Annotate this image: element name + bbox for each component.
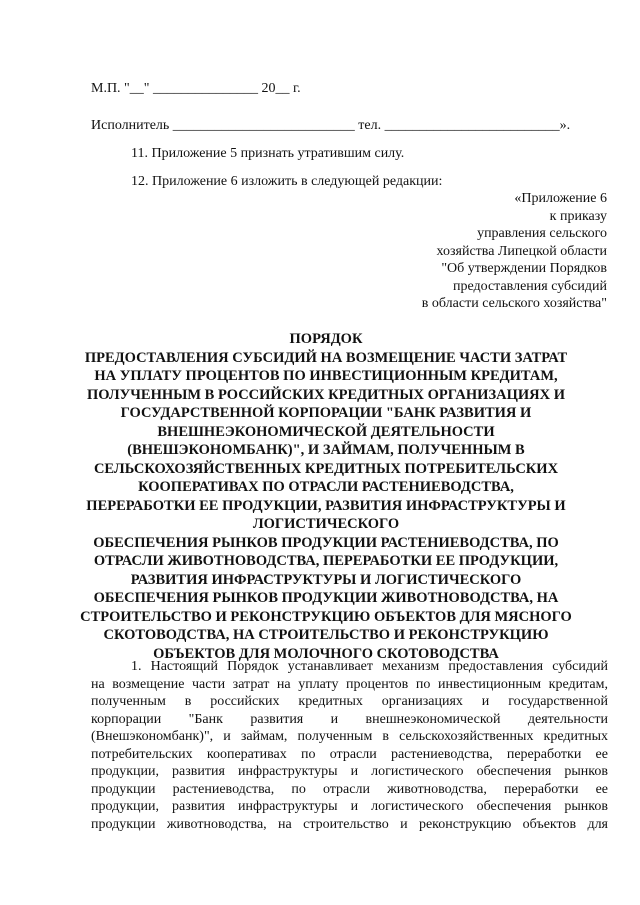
appendix-line: в области сельского хозяйства" bbox=[421, 296, 607, 311]
body-line: полученным в российских кредитных организациях и государственной bbox=[91, 694, 608, 709]
body-line: продукции растениеводства, по отрасли животноводства, переработки ее bbox=[91, 781, 608, 797]
body-line: (Внешэкономбанк)", и займам, полученным в сельскохозяйственных кредитных bbox=[91, 729, 608, 744]
title-line: ПОРЯДОК bbox=[289, 331, 363, 347]
title-line: ОБЪЕКТОВ ДЛЯ МОЛОЧНОГО СКОТОВОДСТВА bbox=[153, 645, 499, 662]
body-line: на возмещение части затрат на уплату процентов по инвестиционным кредитам, bbox=[91, 676, 608, 692]
title-line: ОТРАСЛИ ЖИВОТНОВОДСТВА, ПЕРЕРАБОТКИ ЕЕ ПРОДУКЦИИ, bbox=[93, 553, 559, 569]
title-line: ОБЕСПЕЧЕНИЯ РЫНКОВ ПРОДУКЦИИ ЖИВОТНОВОДСТВА, НА bbox=[93, 590, 559, 606]
body-line: продукции, развития инфраструктуры и логистического обеспечения рынков bbox=[91, 764, 608, 779]
title-line: ПРЕДОСТАВЛЕНИЯ СУБСИДИЙ НА ВОЗМЕЩЕНИЕ ЧАСТИ ЗАТРАТ bbox=[84, 349, 568, 366]
appendix-line: предоставления субсидий bbox=[452, 278, 607, 294]
title-line: ПЕРЕРАБОТКИ ЕЕ ПРОДУКЦИИ, РАЗВИТИЯ ИНФРАСТРУКТУРЫ И bbox=[86, 497, 566, 514]
title-line: РАЗВИТИЯ ИНФРАСТРУКТУРЫ И ЛОГИСТИЧЕСКОГО bbox=[130, 571, 522, 588]
appendix-line: к приказу bbox=[549, 208, 607, 224]
executor-phone-line: Исполнитель __________________________ тел. _________________________». bbox=[91, 118, 571, 133]
paragraph-1 bbox=[91, 658, 608, 833]
title-line: ГОСУДАРСТВЕННОЙ КОРПОРАЦИИ "БАНК РАЗВИТИЯ И bbox=[120, 405, 532, 421]
appendix-header bbox=[422, 190, 607, 313]
title-line: КООПЕРАТИВАХ ПО ОТРАСЛИ РАСТЕНИЕВОДСТВА, bbox=[138, 479, 514, 495]
body-line: корпорации "Банк развития и внешнеэкономической деятельности bbox=[91, 711, 608, 727]
body-line: 1. Настоящий Порядок устанавливает механизм предоставления субсидий bbox=[131, 659, 608, 674]
paragraph-11: 11. Приложение 5 признать утратившим силу. bbox=[131, 146, 405, 161]
title-line: СЕЛЬСКОХОЗЯЙСТВЕННЫХ КРЕДИТНЫХ ПОТРЕБИТЕЛЬСКИХ bbox=[93, 460, 559, 477]
title-line: ЛОГИСТИЧЕСКОГО bbox=[252, 516, 400, 532]
title-line: (ВНЕШЭКОНОМБАНК)", И ЗАЙМАМ, ПОЛУЧЕННЫМ В bbox=[127, 442, 525, 458]
title-line: ОБЕСПЕЧЕНИЯ РЫНКОВ ПРОДУКЦИИ РАСТЕНИЕВОДСТВА, ПО bbox=[93, 534, 559, 551]
appendix-line: хозяйства Липецкой области bbox=[436, 243, 607, 259]
document-title bbox=[76, 330, 576, 663]
body-line: продукции животноводства, на строительство и реконструкцию объектов для bbox=[91, 816, 608, 832]
title-line: СТРОИТЕЛЬСТВО И РЕКОНСТРУКЦИЮ ОБЪЕКТОВ ДЛЯ МЯСНОГО bbox=[80, 608, 572, 625]
body-line: потребительских кооперативах по отрасли растениеводства, переработки ее bbox=[91, 746, 608, 762]
title-line: НА УПЛАТУ ПРОЦЕНТОВ ПО ИНВЕСТИЦИОННЫМ КРЕДИТАМ, bbox=[94, 368, 558, 384]
appendix-line: «Приложение 6 bbox=[514, 191, 607, 206]
title-line: ВНЕШНЕЭКОНОМИЧЕСКОЙ ДЕЯТЕЛЬНОСТИ bbox=[157, 423, 495, 440]
body-line: продукции, развития инфраструктуры и логистического обеспечения рынков bbox=[91, 799, 608, 814]
appendix-line: "Об утверждении Порядков bbox=[441, 261, 607, 276]
appendix-line: управления сельского bbox=[477, 226, 607, 241]
title-line: СКОТОВОДСТВА, НА СТРОИТЕЛЬСТВО И РЕКОНСТРУКЦИЮ bbox=[103, 627, 549, 643]
seal-date-line: М.П. "__" _______________ 20__ г. bbox=[91, 81, 301, 96]
paragraph-12: 12. Приложение 6 изложить в следующей редакции: bbox=[131, 174, 443, 189]
title-line: ПОЛУЧЕННЫМ В РОССИЙСКИХ КРЕДИТНЫХ ОРГАНИЗАЦИЯХ И bbox=[86, 386, 565, 403]
